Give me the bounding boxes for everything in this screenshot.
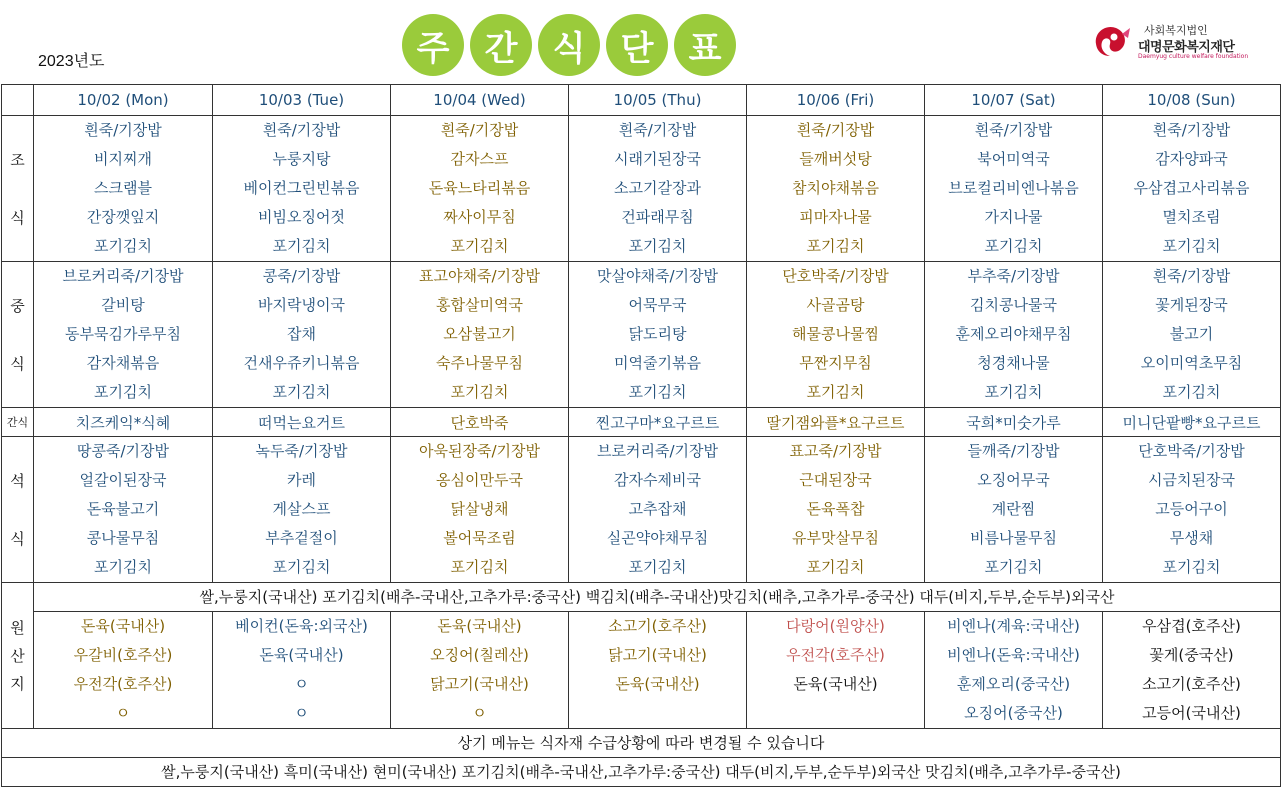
snack-cell: 떠먹는요거트 — [213, 408, 391, 437]
menu-item: 김치콩나물국 — [970, 296, 1057, 314]
origin-item — [747, 699, 924, 728]
label-char: 식 — [10, 529, 25, 548]
weekly-menu-table — [1, 84, 1281, 787]
menu-item: 흰죽/기장밥 — [618, 121, 697, 139]
page-title — [402, 14, 736, 76]
menu-item: 포기김치 — [450, 237, 509, 255]
menu-cell — [1103, 437, 1281, 583]
origin-item: 돈육(국내산) — [437, 617, 522, 635]
menu-cell — [569, 437, 747, 583]
logo-name: 대명문화복지재단 — [1138, 40, 1235, 55]
origin-cell — [925, 612, 1103, 729]
day-header: 10/07 (Sat) — [925, 85, 1103, 116]
menu-item: 옹심이만두국 — [436, 471, 523, 489]
menu-cell — [391, 437, 569, 583]
menu-item: 흰죽/기장밥 — [1152, 121, 1231, 139]
menu-item: 들깨죽/기장밥 — [967, 442, 1060, 460]
menu-item: 포기김치 — [450, 558, 509, 576]
day-header-row — [2, 85, 1281, 116]
menu-item: 닭도리탕 — [628, 325, 687, 343]
snack-label: 간식 — [2, 408, 34, 437]
origin-item: 닭고기(국내산) — [430, 675, 529, 693]
title-char: 식 — [538, 14, 600, 76]
origin-common: 쌀,누룽지(국내산) 포기김치(배추-국내산,고추가루:중국산) 백김치(배추-국내산)맛김치(배추,고추가루-중국산) 대두(비지,두부,순두부)외국산 — [34, 583, 1281, 612]
menu-item: 흰죽/기장밥 — [974, 121, 1053, 139]
origin-item: 돈육(국내산) — [259, 646, 344, 664]
label-char: 중 — [10, 296, 25, 315]
origin-label — [2, 583, 34, 729]
menu-item: 불고기 — [1169, 325, 1214, 343]
dinner-row — [2, 437, 1281, 583]
snack-cell: 단호박죽 — [391, 408, 569, 437]
foundation-logo — [1092, 20, 1262, 68]
origin-item: ㅇ — [294, 675, 309, 693]
menu-item: 콩나물무침 — [86, 529, 160, 547]
menu-item: 녹두죽/기장밥 — [255, 442, 348, 460]
menu-item: 포기김치 — [94, 237, 152, 255]
menu-item: 북어미역국 — [977, 150, 1050, 168]
notice-text: 상기 메뉴는 식자재 수급상황에 따라 변경될 수 있습니다 — [2, 729, 1281, 758]
title-char: 표 — [674, 14, 736, 76]
origin-item: 비엔나(돈육:국내산) — [947, 646, 1080, 664]
origin-item: 훈제오리(중국산) — [956, 675, 1071, 693]
origin-item: 소고기(호주산) — [1142, 675, 1241, 693]
label-char: 원 — [10, 618, 25, 637]
dinner-label — [2, 437, 34, 583]
menu-item: 어묵무국 — [628, 296, 687, 314]
menu-item: 포기김치 — [1162, 383, 1221, 401]
menu-item: 간장깻잎지 — [86, 208, 160, 226]
menu-item: 브로컬리비엔나볶음 — [948, 179, 1079, 197]
menu-cell — [1103, 116, 1281, 262]
menu-item: 포기김치 — [1162, 558, 1221, 576]
menu-item: 포기김치 — [94, 558, 152, 576]
menu-item: 포기김치 — [272, 237, 331, 255]
menu-item: 건새우쥬키니볶음 — [243, 354, 360, 372]
menu-cell — [747, 262, 925, 408]
menu-item: 부추겉절이 — [265, 529, 338, 547]
origin-cell — [391, 612, 569, 729]
footer-origin-text: 쌀,누룽지(국내산) 흑미(국내산) 현미(국내산) 포기김치(배추-국내산,고추가루:중국산) 대두(비지,두부,순두부)외국산 맛김치(배추,고추가루-중국산) — [2, 758, 1281, 787]
menu-item: 포기김치 — [628, 383, 687, 401]
menu-cell — [1103, 262, 1281, 408]
menu-item: 잡채 — [287, 325, 316, 343]
menu-item: 숙주나물무침 — [436, 354, 523, 372]
day-header: 10/02 (Mon) — [34, 85, 213, 116]
menu-item: 유부맛살무침 — [792, 529, 879, 547]
menu-item: 참치야채볶음 — [792, 179, 879, 197]
corner-cell — [2, 85, 34, 116]
menu-item: 미역줄기볶음 — [614, 354, 701, 372]
menu-item: 포기김치 — [806, 558, 865, 576]
title-char: 간 — [470, 14, 532, 76]
label-char: 식 — [10, 354, 25, 373]
origin-item: 베이컨(돈육:외국산) — [235, 617, 368, 635]
menu-cell — [213, 262, 391, 408]
menu-item: 카레 — [287, 471, 316, 489]
menu-cell — [34, 116, 213, 262]
menu-item: 비름나물무침 — [970, 529, 1057, 547]
menu-cell — [34, 262, 213, 408]
menu-item: 감자수제비국 — [614, 471, 701, 489]
day-header: 10/08 (Sun) — [1103, 85, 1281, 116]
menu-cell — [213, 437, 391, 583]
menu-item: 포기김치 — [94, 383, 152, 401]
menu-item: 비지찌개 — [94, 150, 152, 168]
menu-item: 감자채볶음 — [86, 354, 160, 372]
menu-item: 고추잡채 — [628, 500, 687, 518]
menu-item: 포기김치 — [450, 383, 509, 401]
menu-item: 건파래무침 — [621, 208, 694, 226]
origin-item: 우갈비(호주산) — [73, 646, 173, 664]
menu-item: 비빔오징어젓 — [258, 208, 345, 226]
menu-cell — [569, 262, 747, 408]
snack-row — [2, 408, 1281, 437]
menu-item: 닭살냉채 — [450, 500, 509, 518]
menu-cell — [747, 116, 925, 262]
menu-item: 오징어무국 — [977, 471, 1050, 489]
origin-item: 오징어(칠레산) — [430, 646, 529, 664]
origin-item: ㅇ — [115, 704, 131, 722]
day-header: 10/05 (Thu) — [569, 85, 747, 116]
menu-item: 흰죽/기장밥 — [262, 121, 341, 139]
menu-item: 들깨버섯탕 — [799, 150, 872, 168]
origin-item: 우삼겹(호주산) — [1142, 617, 1241, 635]
origin-item: 돈육(국내산) — [80, 617, 166, 635]
menu-item: 얼갈이된장국 — [79, 471, 167, 489]
menu-item: 단호박죽/기장밥 — [782, 267, 889, 285]
menu-item: 포기김치 — [272, 383, 331, 401]
origin-common-row — [2, 583, 1281, 612]
menu-item: 포기김치 — [628, 237, 687, 255]
menu-item: 홍합살미역국 — [436, 296, 523, 314]
menu-item: 포기김치 — [628, 558, 687, 576]
menu-item: 아욱된장죽/기장밥 — [419, 442, 540, 460]
menu-item: 고등어구이 — [1155, 500, 1228, 518]
menu-item: 감자양파국 — [1155, 150, 1228, 168]
menu-item: 실곤약야채무침 — [606, 529, 709, 547]
label-char: 지 — [10, 674, 25, 693]
label-char: 석 — [10, 471, 25, 490]
menu-item: 훈제오리야채무침 — [955, 325, 1072, 343]
menu-item: 베이컨그린빈볶음 — [243, 179, 360, 197]
menu-item: 피마자나물 — [799, 208, 872, 226]
origin-item: 오징어(중국산) — [964, 704, 1063, 722]
origin-cell — [747, 612, 925, 729]
menu-item: 포기김치 — [984, 383, 1043, 401]
lunch-row — [2, 262, 1281, 408]
day-header: 10/03 (Tue) — [213, 85, 391, 116]
menu-item: 해물콩나물찜 — [792, 325, 879, 343]
snack-cell: 치즈케익*식혜 — [34, 408, 213, 437]
origin-item: 우전각(호주산) — [73, 675, 173, 693]
menu-item: 표고죽/기장밥 — [789, 442, 882, 460]
menu-item: 브로커리죽/기장밥 — [62, 267, 184, 285]
menu-item: 시금치된장국 — [1148, 471, 1235, 489]
menu-item: 땅콩죽/기장밥 — [77, 442, 169, 460]
menu-item: 짜사이무침 — [443, 208, 516, 226]
menu-item: 오삼불고기 — [443, 325, 516, 343]
menu-item: 누룽지탕 — [272, 150, 331, 168]
origin-item: 소고기(호주산) — [608, 617, 707, 635]
menu-item: 포기김치 — [806, 383, 865, 401]
notice-row — [2, 729, 1281, 758]
label-char: 조 — [10, 150, 25, 169]
origin-item — [569, 699, 746, 728]
menu-cell — [213, 116, 391, 262]
title-char: 단 — [606, 14, 668, 76]
day-header: 10/06 (Fri) — [747, 85, 925, 116]
menu-item: 단호박죽/기장밥 — [1138, 442, 1245, 460]
menu-item: 바지락냉이국 — [258, 296, 345, 314]
menu-item: 시래기된장국 — [614, 150, 701, 168]
menu-item: 브로커리죽/기장밥 — [597, 442, 718, 460]
origin-item: 비엔나(계육:국내산) — [947, 617, 1080, 635]
snack-cell: 미니단팥빵*요구르트 — [1103, 408, 1281, 437]
menu-cell — [391, 116, 569, 262]
menu-item: 표고야채죽/기장밥 — [419, 267, 540, 285]
menu-item: 게살스프 — [272, 500, 331, 518]
menu-item: 감자스프 — [450, 150, 509, 168]
menu-item: 오이미역초무침 — [1140, 354, 1243, 372]
menu-cell — [569, 116, 747, 262]
menu-item: 흰죽/기장밥 — [84, 121, 162, 139]
footer-row — [2, 758, 1281, 787]
origin-item: 우전각(호주산) — [786, 646, 885, 664]
origin-item: 돈육(국내산) — [615, 675, 700, 693]
menu-item: 콩죽/기장밥 — [262, 267, 341, 285]
menu-item: 가지나물 — [984, 208, 1043, 226]
lunch-label — [2, 262, 34, 408]
menu-item: 포기김치 — [984, 237, 1043, 255]
menu-item: 우삼겹고사리볶음 — [1133, 179, 1250, 197]
menu-item: 동부묵김가루무침 — [65, 325, 181, 343]
snack-cell: 딸기잼와플*요구르트 — [747, 408, 925, 437]
menu-item: 멸치조림 — [1162, 208, 1221, 226]
menu-item: 갈비탕 — [101, 296, 145, 314]
origin-cell — [569, 612, 747, 729]
origin-item: 꽃게(중국산) — [1149, 646, 1234, 664]
menu-item: 돈육폭찹 — [806, 500, 865, 518]
origin-item: 닭고기(국내산) — [608, 646, 707, 664]
menu-item: 부추죽/기장밥 — [967, 267, 1060, 285]
breakfast-label — [2, 116, 34, 262]
menu-item: 포기김치 — [272, 558, 331, 576]
menu-item: 돈육느타리볶음 — [428, 179, 531, 197]
menu-item: 꽃게된장국 — [1155, 296, 1228, 314]
title-char: 주 — [402, 14, 464, 76]
page-header — [0, 0, 1281, 84]
menu-item: 근대된장국 — [799, 471, 872, 489]
origin-item: 돈육(국내산) — [793, 675, 878, 693]
origin-item: 고등어(국내산) — [1142, 704, 1241, 722]
menu-item: 맛살야채죽/기장밥 — [597, 267, 718, 285]
origin-row — [2, 612, 1281, 729]
menu-item: 소고기갈장과 — [614, 179, 701, 197]
origin-cell — [1103, 612, 1281, 729]
logo-mark-icon — [1092, 24, 1132, 58]
menu-cell — [34, 437, 213, 583]
origin-item: 다랑어(원양산) — [786, 617, 885, 635]
snack-cell: 찐고구마*요구르트 — [569, 408, 747, 437]
origin-cell — [34, 612, 213, 729]
origin-item: ㅇ — [472, 704, 487, 722]
menu-cell — [925, 262, 1103, 408]
label-char: 산 — [10, 646, 25, 665]
menu-item: 청경채나물 — [977, 354, 1050, 372]
menu-item: 무생채 — [1169, 529, 1214, 547]
origin-cell — [213, 612, 391, 729]
menu-item: 계란찜 — [991, 500, 1036, 518]
logo-sub: Daemyug culture welfare foundation — [1138, 53, 1249, 60]
year-label: 2023년도 — [38, 53, 105, 70]
day-header: 10/04 (Wed) — [391, 85, 569, 116]
menu-item: 포기김치 — [1162, 237, 1221, 255]
menu-item: 포기김치 — [806, 237, 865, 255]
menu-item: 사골곰탕 — [806, 296, 865, 314]
menu-item: 돈육불고기 — [86, 500, 160, 518]
menu-item: 흰죽/기장밥 — [1152, 267, 1231, 285]
menu-item: 무짠지무침 — [799, 354, 872, 372]
logo-top-text: 사회복지법인 — [1144, 24, 1208, 37]
menu-item: 흰죽/기장밥 — [796, 121, 875, 139]
menu-cell — [747, 437, 925, 583]
origin-item: ㅇ — [294, 704, 309, 722]
menu-item: 흰죽/기장밥 — [440, 121, 519, 139]
menu-cell — [391, 262, 569, 408]
menu-item: 스크램블 — [94, 179, 152, 197]
menu-item: 볼어묵조림 — [443, 529, 516, 547]
menu-cell — [925, 116, 1103, 262]
snack-cell: 국희*미숫가루 — [925, 408, 1103, 437]
menu-item: 포기김치 — [984, 558, 1043, 576]
menu-cell — [925, 437, 1103, 583]
label-char: 식 — [10, 208, 25, 227]
breakfast-row — [2, 116, 1281, 262]
